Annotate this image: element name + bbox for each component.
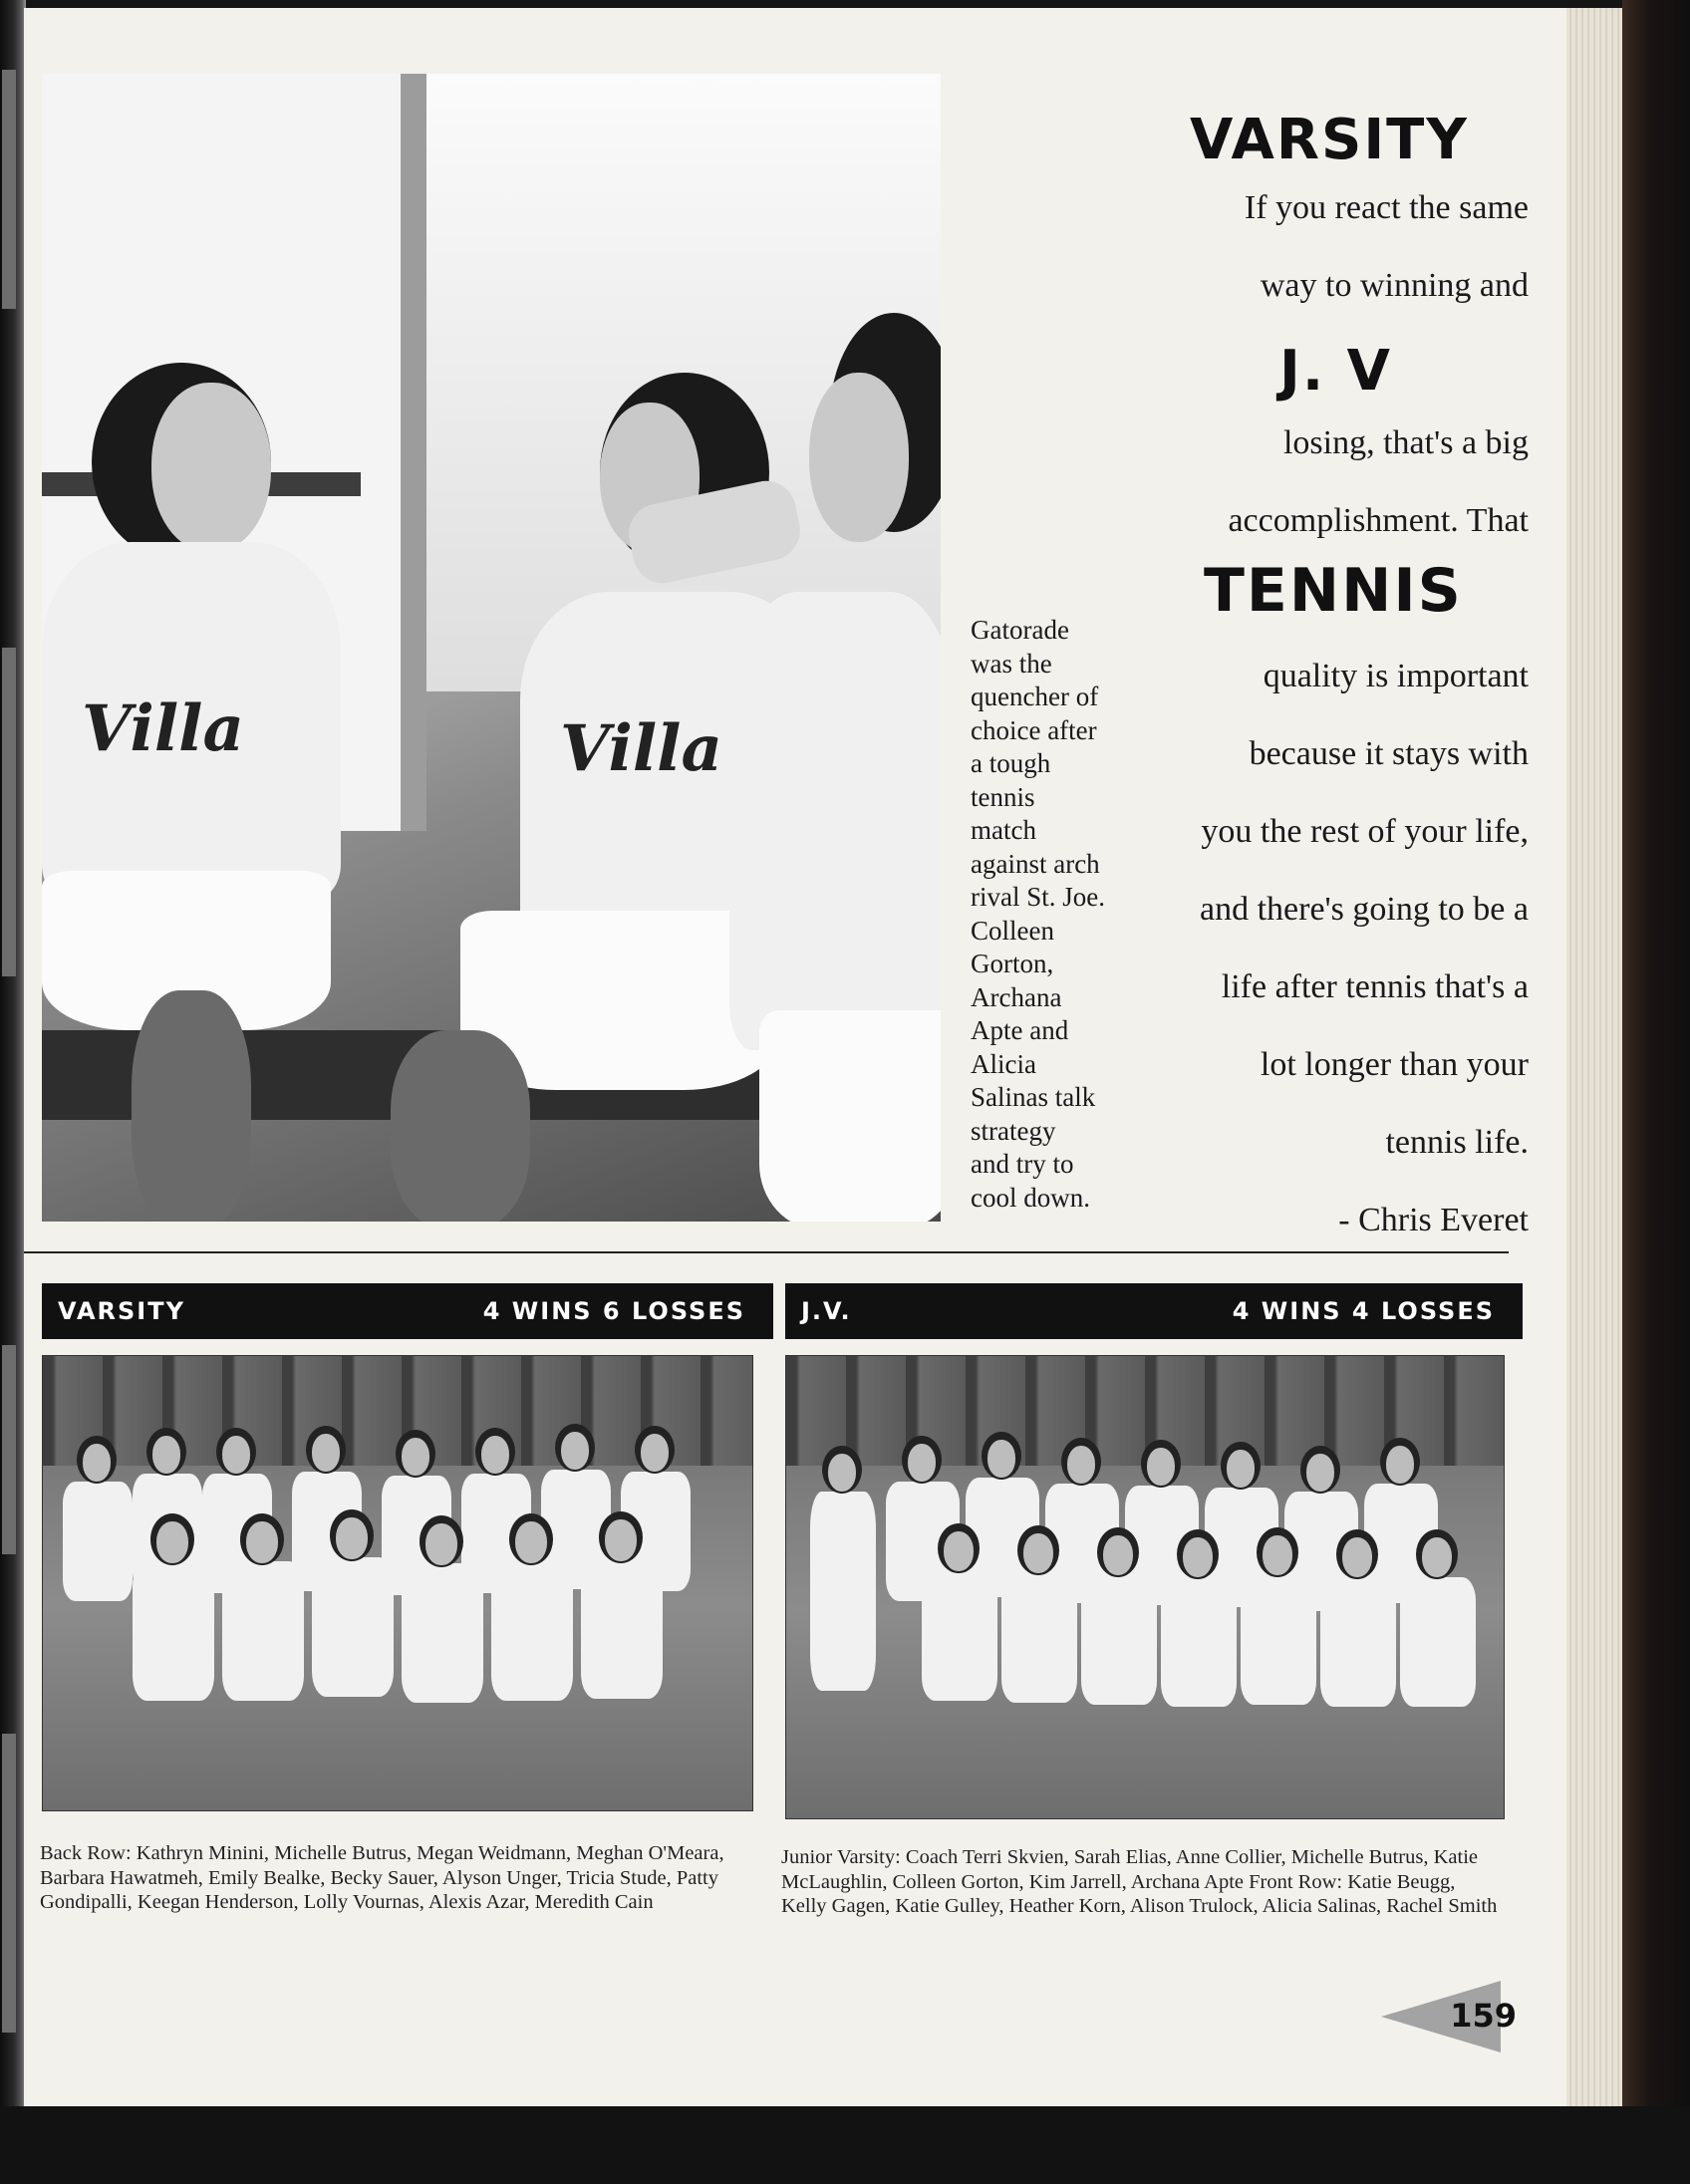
quote-line: way to winning and [1260,267,1529,304]
quote-line: you the rest of your life, [1201,813,1529,850]
quote-line: tennis life. [1385,1124,1529,1161]
team-name: VARSITY [58,1297,185,1325]
bottom-shadow [0,2106,1690,2184]
quote-line: because it stays with [1249,735,1529,772]
binding-edge-left [0,0,26,2184]
book-cover-edge [1622,0,1690,2184]
team-record: 4 WINS 6 LOSSES [482,1297,745,1325]
shirt-logo-text: Villa [82,691,244,766]
jv-team-photo [785,1355,1505,1819]
varsity-team-photo [42,1355,753,1811]
quote-heading-varsity: VARSITY [1190,108,1469,172]
quote-line: If you react the same [1244,189,1529,226]
page-number-tab [1381,1981,1531,2052]
quote-line: losing, that's a big [1282,424,1529,461]
team-record: 4 WINS 4 LOSSES [1232,1297,1495,1325]
photo-caption: Gatorade was the quencher of choice after a tough tennis match against arch rival St. Joe. Colleen Gorton, Archana Apte and Alicia Salinas talk strategy and try to cool down. [971,615,1105,1213]
varsity-caption: Back Row: Kathryn Minini, Michelle Butrus, Megan Weidmann, Meghan O'Meara, Barbara Hawatmeh, Emily Bealke, Becky Sauer, Alyson Unger, Tricia Stude, Patty Gondipalli, Keegan Henderson, Lolly Vournas, Alexis Azar, Meredith Cain [40,1842,724,1913]
section-divider [24,1251,1509,1253]
quote-line: accomplishment. That [1228,502,1529,539]
quote-heading-jv: J. V [1279,339,1392,404]
page-number: 159 [1450,1997,1517,2035]
quote-line: quality is important [1263,658,1529,694]
quote-attribution: - Chris Everet [1338,1202,1529,1238]
varsity-record-bar [42,1283,773,1339]
team-name: J.V. [801,1297,852,1325]
quote-line: lot longer than your [1260,1046,1529,1083]
quote-line: and there's going to be a [1200,891,1529,928]
quote-line: life after tennis that's a [1221,968,1529,1005]
yearbook-page [24,8,1566,2106]
page-edges [1566,8,1622,2106]
jv-caption: Junior Varsity: Coach Terri Skvien, Sarah Elias, Anne Collier, Michelle Butrus, Katie McLaughlin, Colleen Gorton, Kim Jarrell, Archana Apte Front Row: Katie Beugg, Kelly Gagen, Katie Gulley, Heather Korn, Alison Trulock, Alicia Salinas, Rachel Smith [781,1846,1498,1917]
quote-heading-tennis: TENNIS [1204,556,1463,626]
jv-record-bar [785,1283,1523,1339]
shirt-logo-text: Villa [560,711,722,786]
main-photo-tennis-players [42,74,941,1222]
